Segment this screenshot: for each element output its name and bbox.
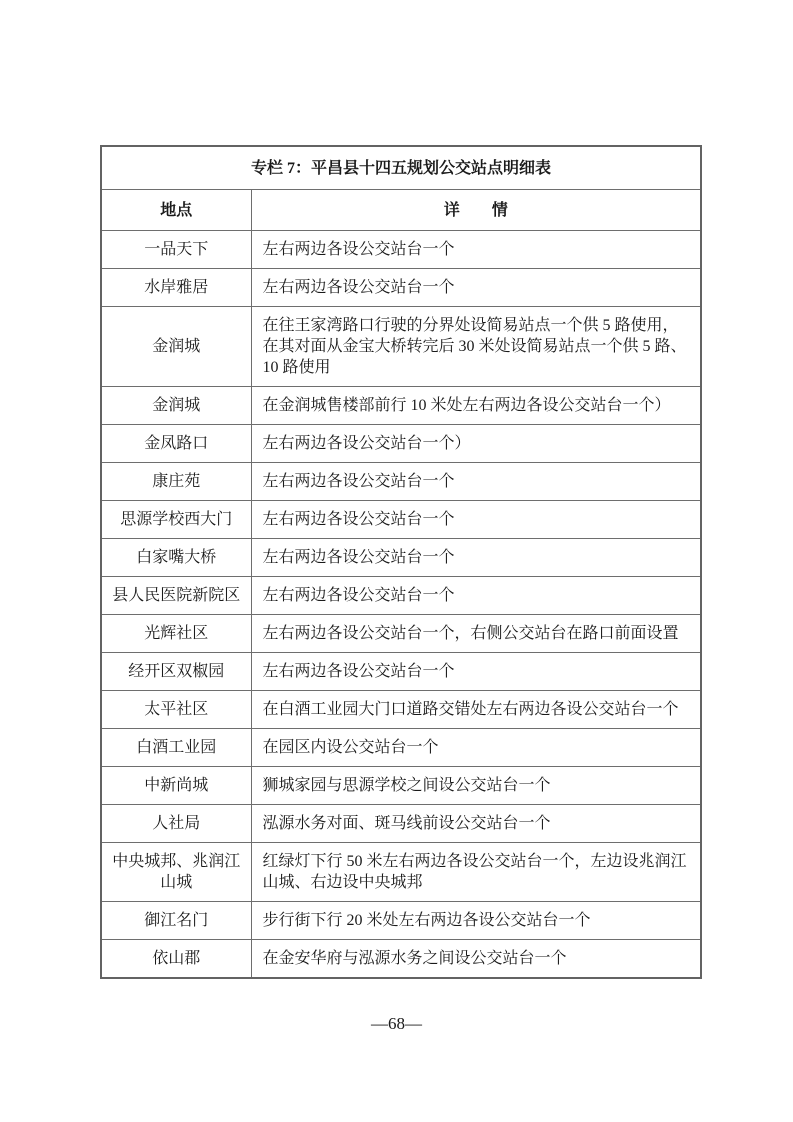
table-row (101, 615, 701, 653)
detail-cell: 在白酒工业园大门口道路交错处左右两边各设公交站台一个 (251, 691, 701, 729)
location-cell: 一品天下 (101, 231, 251, 269)
table-row (101, 269, 701, 307)
location-cell: 金润城 (101, 387, 251, 425)
detail-cell: 左右两边各设公交站台一个，右侧公交站台在路口前面设置 (251, 615, 701, 653)
detail-cell: 左右两边各设公交站台一个 (251, 653, 701, 691)
table-row (101, 463, 701, 501)
location-cell: 思源学校西大门 (101, 501, 251, 539)
table-row (101, 653, 701, 691)
table-row (101, 231, 701, 269)
location-cell: 人社局 (101, 805, 251, 843)
table-row (101, 940, 701, 979)
detail-cell: 红绿灯下行 50 米左右两边各设公交站台一个，左边设兆润江山城、右边设中央城邦 (251, 843, 701, 902)
bus-station-table (100, 145, 702, 979)
location-cell: 中央城邦、兆润江山城 (101, 843, 251, 902)
location-cell: 白酒工业园 (101, 729, 251, 767)
table-row (101, 767, 701, 805)
detail-cell: 在园区内设公交站台一个 (251, 729, 701, 767)
detail-cell: 左右两边各设公交站台一个 (251, 231, 701, 269)
detail-cell: 左右两边各设公交站台一个 (251, 463, 701, 501)
detail-cell: 在金安华府与泓源水务之间设公交站台一个 (251, 940, 701, 979)
location-cell: 康庄苑 (101, 463, 251, 501)
location-cell: 太平社区 (101, 691, 251, 729)
detail-cell: 在金润城售楼部前行 10 米处左右两边各设公交站台一个） (251, 387, 701, 425)
table-row (101, 425, 701, 463)
location-cell: 御江名门 (101, 902, 251, 940)
detail-cell: 左右两边各设公交站台一个 (251, 269, 701, 307)
detail-cell: 左右两边各设公交站台一个 (251, 539, 701, 577)
detail-cell: 左右两边各设公交站台一个 (251, 577, 701, 615)
location-cell: 金凤路口 (101, 425, 251, 463)
location-cell: 县人民医院新院区 (101, 577, 251, 615)
detail-cell: 左右两边各设公交站台一个） (251, 425, 701, 463)
location-cell: 白家嘴大桥 (101, 539, 251, 577)
page-number: —68— (371, 1014, 422, 1033)
location-cell: 光辉社区 (101, 615, 251, 653)
column-header-detail: 详 情 (251, 190, 701, 231)
table-row (101, 843, 701, 902)
table-row (101, 539, 701, 577)
location-cell: 依山郡 (101, 940, 251, 979)
location-cell: 金润城 (101, 307, 251, 387)
table-row (101, 307, 701, 387)
detail-cell: 泓源水务对面、斑马线前设公交站台一个 (251, 805, 701, 843)
table-row (101, 501, 701, 539)
table-title: 专栏 7：平昌县十四五规划公交站点明细表 (101, 146, 701, 190)
column-header-location: 地点 (101, 190, 251, 231)
table-row (101, 729, 701, 767)
location-cell: 水岸雅居 (101, 269, 251, 307)
detail-cell: 步行街下行 20 米处左右两边各设公交站台一个 (251, 902, 701, 940)
table-row (101, 691, 701, 729)
detail-cell: 左右两边各设公交站台一个 (251, 501, 701, 539)
table-row (101, 387, 701, 425)
table-body (101, 231, 701, 979)
table-title-row (101, 146, 701, 190)
table-row (101, 577, 701, 615)
table-row (101, 805, 701, 843)
table-row (101, 902, 701, 940)
location-cell: 经开区双椒园 (101, 653, 251, 691)
detail-cell: 狮城家园与思源学校之间设公交站台一个 (251, 767, 701, 805)
detail-cell: 在往王家湾路口行驶的分界处设简易站点一个供 5 路使用，在其对面从金宝大桥转完后 30 米处设简易站点一个供 5 路、10 路使用 (251, 307, 701, 387)
location-cell: 中新尚城 (101, 767, 251, 805)
table-header-row (101, 190, 701, 231)
